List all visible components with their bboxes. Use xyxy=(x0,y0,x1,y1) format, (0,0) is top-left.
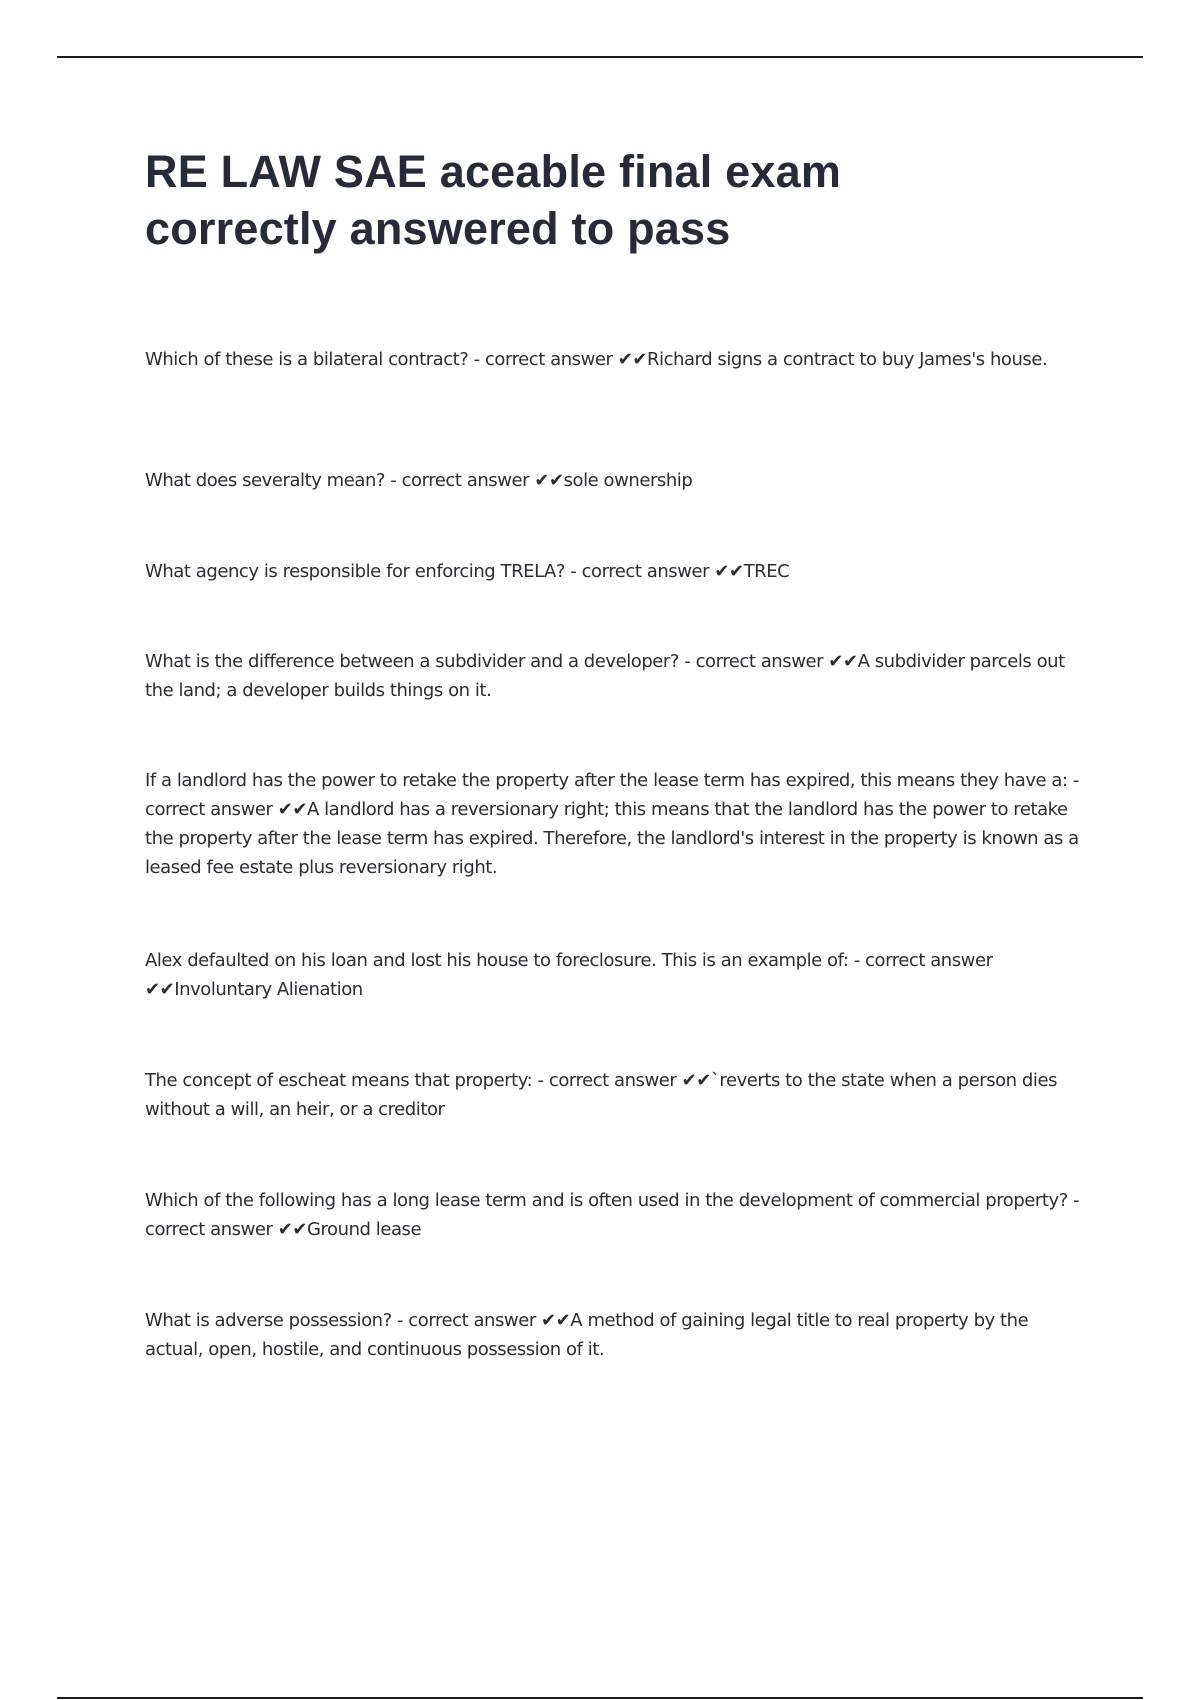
qa-item: What is the difference between a subdivider and a developer? - correct answer ✔✔A subdivider parcels out the land; a developer builds things on it. xyxy=(145,651,1065,701)
qa-item: The concept of escheat means that property: - correct answer ✔✔`reverts to the state when a person dies without a will, an heir, or a creditor xyxy=(145,1070,1057,1120)
header-rule xyxy=(57,56,1143,58)
qa-item: What is adverse possession? - correct answer ✔✔A method of gaining legal title to real property by the actual, open, hostile, and continuous possession of it. xyxy=(145,1310,1029,1360)
page-title: RE LAW SAE aceable final exam correctly answered to pass xyxy=(145,146,842,254)
qa-item: What does severalty mean? - correct answer ✔✔sole ownership xyxy=(145,470,693,491)
qa-item: Which of the following has a long lease term and is often used in the development of commercial property? - correct answer ✔✔Ground lease xyxy=(145,1190,1080,1240)
footer-rule xyxy=(57,1697,1143,1699)
qa-item: Which of these is a bilateral contract? - correct answer ✔✔Richard signs a contract to buy James's house. xyxy=(145,349,1048,370)
qa-item: If a landlord has the power to retake the property after the lease term has expired, this means they have a: - correct answer ✔✔A landlord has a reversionary right; this means that the landlord has the power to retake the property after the lease term has expired. Therefore, the landlord's interest in the property is known as a leased fee estate plus reversionary right. xyxy=(145,770,1079,878)
qa-item: What agency is responsible for enforcing TRELA? - correct answer ✔✔TREC xyxy=(145,561,790,582)
qa-item: Alex defaulted on his loan and lost his house to foreclosure. This is an example of: - correct answer ✔✔Involuntary Alienation xyxy=(145,950,993,1000)
